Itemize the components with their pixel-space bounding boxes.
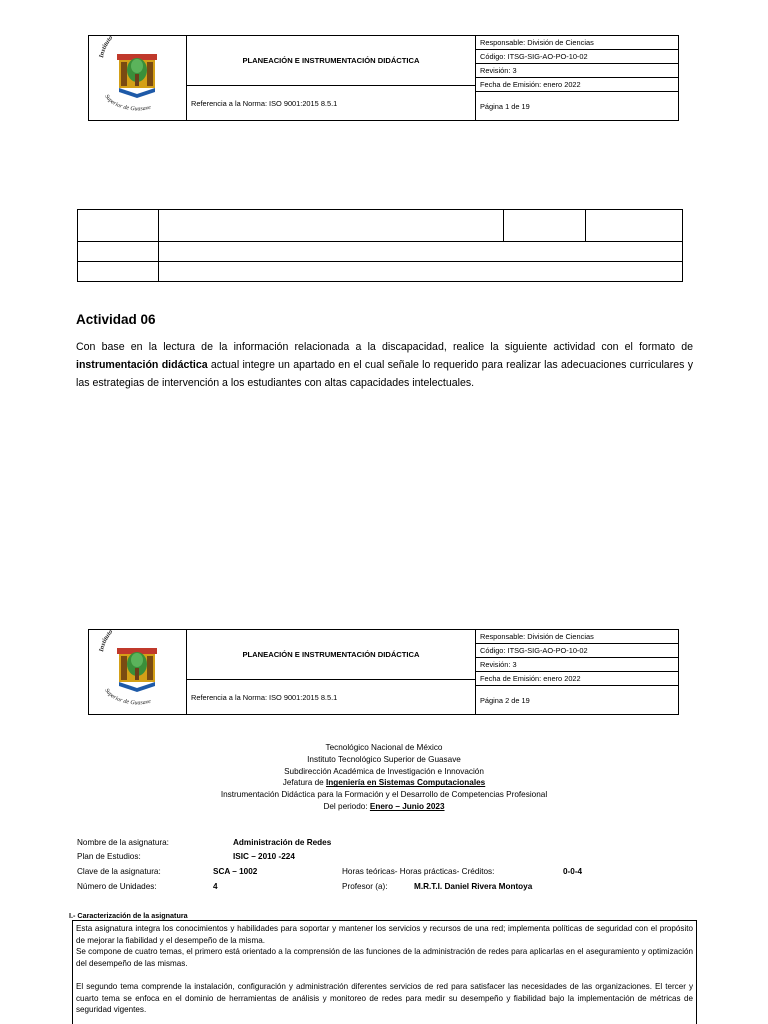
section-title: I.- Caracterización de la asignatura: [69, 911, 188, 920]
institution-block: [184, 742, 584, 813]
document-title: PLANEACIÓN E INSTRUMENTACIÓN DIDÁCTICA: [187, 630, 476, 680]
table-row: [78, 210, 682, 242]
activity-text-bold: instrumentación didáctica: [76, 359, 208, 371]
table-divider: [158, 210, 159, 281]
characterization-box: [72, 920, 697, 1024]
codigo-field: Código: ITSG-SIG-AO-PO-10-02: [476, 644, 678, 658]
table-divider: [585, 210, 586, 242]
institution-line: Instituto Tecnológico Superior de Guasave: [307, 754, 461, 764]
document-title: PLANEACIÓN E INSTRUMENTACIÓN DIDÁCTICA: [187, 36, 476, 86]
study-plan-value: ISIC – 2010 -224: [233, 852, 295, 861]
paragraph: Se compone de cuatro temas, el primero está orientado a la comprensión de las funciones de la administración de redes para aplicarlas en el aseguramiento y optimización del desempeño de las mismas.: [76, 947, 693, 968]
institution-line: Instrumentación Didáctica para la Formación y el Desarrollo de Competencias Profesional: [220, 790, 548, 800]
responsable-field: Responsable: División de Ciencias: [476, 36, 678, 50]
fecha-emision-field: Fecha de Emisión: enero 2022: [476, 672, 678, 686]
paragraph: Esta asignatura integra los conocimientos y habilidades para soportar y mantener los servicios y recursos de una red; implementa políticas de seguridad con el propósito de mejorar la fiabilidad y el desempeño de la misma.: [76, 924, 693, 945]
table-row: [78, 242, 682, 262]
revision-field: Revisión: 3: [476, 64, 678, 78]
paragraph: El segundo tema comprende la instalación, configuración y administración diferentes servicios de red para satisfacer las necesidades de las organizaciones. El tercer y cuarto tema se enfoca en el dominio de herramientas de análisis y monitoreo de redes para medir su desempeño y fiabilidad bajo la implementación de métricas de seguridad vigentes.: [76, 981, 693, 1015]
institution-line: Tecnológico Nacional de México: [325, 743, 443, 752]
course-key-label: Clave de la asignatura:: [77, 867, 161, 876]
course-key-value: SCA – 1002: [213, 867, 258, 876]
activity-title: Actividad 06: [76, 312, 156, 327]
period-value: Enero – Junio 2023: [369, 801, 445, 811]
table-divider: [503, 210, 504, 242]
fecha-emision-field: Fecha de Emisión: enero 2022: [476, 78, 678, 92]
norm-reference: Referencia a la Norma: ISO 9001:2015 8.5.1: [187, 86, 476, 120]
document-header-page-2: [88, 629, 679, 715]
svg-text:Instituto Tecnológico: Instituto: [98, 36, 115, 59]
course-name-value: Administración de Redes: [233, 838, 332, 847]
document-header-page-1: [88, 35, 679, 121]
institution-line: Subdirección Académica de Investigación e Innovación: [284, 766, 484, 776]
logo-emblem-icon: [89, 630, 187, 714]
study-plan-label: Plan de Estudios:: [77, 852, 141, 861]
page-number: Página 2 de 19: [480, 695, 530, 705]
activity-text-part1: Con base en la lectura de la información relacionada a la discapacidad, realice la siguiente actividad con el formato de: [76, 341, 693, 353]
page-number: Página 1 de 19: [480, 101, 530, 111]
professor-label: Profesor (a):: [342, 882, 388, 891]
activity-text-part2: actual integre un apartado en el cual señale lo requerido para realizar las adecuaciones curriculares y las estrategias de intervención a los estudiantes con altas capacidades intelectuales.: [76, 359, 693, 389]
empty-form-table: [77, 209, 683, 282]
logo-emblem-icon: [89, 36, 187, 120]
responsable-field: Responsable: División de Ciencias: [476, 630, 678, 644]
paragraph-spacer: [76, 969, 693, 981]
units-value: 4: [213, 882, 218, 891]
institution-logo: [89, 630, 187, 714]
professor-value: M.R.T.I. Daniel Rivera Montoya: [414, 882, 533, 891]
units-label: Número de Unidades:: [77, 882, 157, 891]
svg-text:Superior de Guasave: Superior de Guasave: [103, 687, 152, 707]
norm-reference: Referencia a la Norma: ISO 9001:2015 8.5.1: [187, 680, 476, 714]
codigo-field: Código: ITSG-SIG-AO-PO-10-02: [476, 50, 678, 64]
department-line: [184, 777, 584, 789]
course-name-label: Nombre de la asignatura:: [77, 838, 169, 847]
hours-value: 0-0-4: [563, 867, 583, 876]
department-name: Ingeniería en Sistemas Computacionales: [325, 778, 486, 788]
svg-text:Instituto Tecnológico: Instituto: [98, 630, 115, 653]
hours-label: Horas teóricas- Horas prácticas- Créditos:: [342, 867, 495, 876]
revision-field: Revisión: 3: [476, 658, 678, 672]
institution-logo: [89, 36, 187, 120]
period-line: [184, 801, 584, 813]
period-prefix: Del periodo:: [323, 801, 370, 811]
department-prefix: Jefatura de: [282, 778, 326, 788]
svg-text:Superior de Guasave: Superior de Guasave: [103, 93, 152, 113]
activity-instructions: [76, 338, 693, 392]
